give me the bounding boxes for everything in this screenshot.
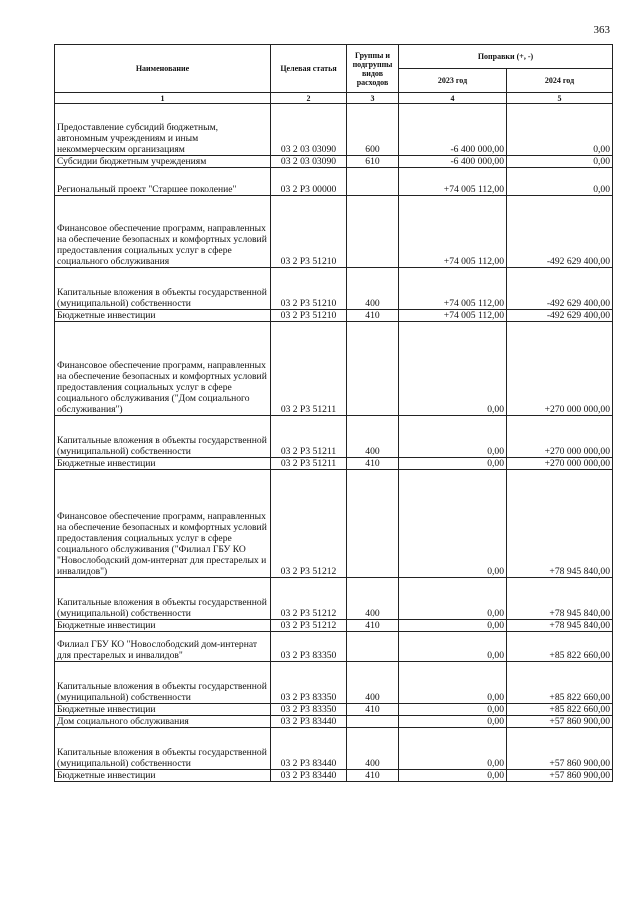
row-expense-group: 410 (347, 770, 399, 782)
row-target-code: 03 2 Р3 51211 (271, 416, 347, 458)
row-name: Субсидии бюджетным учреждениям (55, 156, 271, 168)
header-corrections: Поправки (+, -) (399, 45, 613, 69)
row-expense-group: 400 (347, 416, 399, 458)
row-target-code: 03 2 Р3 83350 (271, 632, 347, 662)
row-name: Капитальные вложения в объекты государственной (муниципальной) собственности (55, 416, 271, 458)
row-name: Бюджетные инвестиции (55, 770, 271, 782)
table-row (55, 268, 613, 310)
row-name: Филиал ГБУ КО "Новослободский дом-интернат для престарелых и инвалидов" (55, 632, 271, 662)
row-amount-2024: +57 860 900,00 (507, 770, 613, 782)
row-expense-group: 400 (347, 662, 399, 704)
header-2024: 2024 год (507, 69, 613, 93)
table-row (55, 104, 613, 156)
row-amount-2024: 0,00 (507, 156, 613, 168)
table-row (55, 770, 613, 782)
row-amount-2023: 0,00 (399, 322, 507, 416)
row-expense-group: 410 (347, 310, 399, 322)
table-row (55, 416, 613, 458)
row-amount-2023: 0,00 (399, 620, 507, 632)
row-amount-2024: -492 629 400,00 (507, 196, 613, 268)
budget-table (54, 44, 613, 782)
row-expense-group (347, 470, 399, 578)
table-row (55, 458, 613, 470)
row-name: Финансовое обеспечение программ, направленных на обеспечение безопасных и комфортных условий предоставления социальных услуг в сфере социального обслуживания ("Филиал ГБУ КО "Новослободский дом-интернат для престарелых и инвалидов") (55, 470, 271, 578)
table-row (55, 322, 613, 416)
header-index-2: 2 (271, 93, 347, 104)
header-index-1: 1 (55, 93, 271, 104)
table-row (55, 578, 613, 620)
table-row (55, 728, 613, 770)
table-row (55, 620, 613, 632)
row-target-code: 03 2 Р3 51212 (271, 620, 347, 632)
header-group: Группы и подгруппы видов расходов (347, 45, 399, 93)
row-amount-2024: +85 822 660,00 (507, 704, 613, 716)
row-expense-group: 610 (347, 156, 399, 168)
table-row (55, 310, 613, 322)
table-row (55, 196, 613, 268)
row-expense-group: 400 (347, 728, 399, 770)
table-row (55, 168, 613, 196)
row-target-code: 03 2 03 03090 (271, 104, 347, 156)
row-amount-2024: 0,00 (507, 104, 613, 156)
row-name: Региональный проект "Старшее поколение" (55, 168, 271, 196)
row-target-code: 03 2 Р3 83350 (271, 662, 347, 704)
row-expense-group (347, 716, 399, 728)
row-target-code: 03 2 Р3 51211 (271, 322, 347, 416)
row-amount-2024: +57 860 900,00 (507, 728, 613, 770)
row-amount-2023: +74 005 112,00 (399, 310, 507, 322)
row-amount-2023: 0,00 (399, 458, 507, 470)
row-amount-2024: +78 945 840,00 (507, 470, 613, 578)
row-amount-2023: 0,00 (399, 770, 507, 782)
row-name: Капитальные вложения в объекты государственной (муниципальной) собственности (55, 728, 271, 770)
row-expense-group (347, 322, 399, 416)
row-name: Бюджетные инвестиции (55, 458, 271, 470)
row-amount-2024: +57 860 900,00 (507, 716, 613, 728)
row-target-code: 03 2 Р3 51210 (271, 196, 347, 268)
row-name: Капитальные вложения в объекты государственной (муниципальной) собственности (55, 662, 271, 704)
row-amount-2024: +270 000 000,00 (507, 416, 613, 458)
row-amount-2023: 0,00 (399, 416, 507, 458)
table-row (55, 470, 613, 578)
header-index-3: 3 (347, 93, 399, 104)
row-target-code: 03 2 Р3 83440 (271, 716, 347, 728)
table-row (55, 662, 613, 704)
row-amount-2024: +78 945 840,00 (507, 620, 613, 632)
table-row (55, 704, 613, 716)
header-index-5: 5 (507, 93, 613, 104)
row-expense-group: 410 (347, 620, 399, 632)
row-amount-2024: +85 822 660,00 (507, 662, 613, 704)
row-target-code: 03 2 Р3 83350 (271, 704, 347, 716)
row-amount-2023: +74 005 112,00 (399, 268, 507, 310)
row-expense-group (347, 168, 399, 196)
row-amount-2024: +270 000 000,00 (507, 322, 613, 416)
header-2023: 2023 год (399, 69, 507, 93)
table-row (55, 632, 613, 662)
row-target-code: 03 2 Р3 00000 (271, 168, 347, 196)
row-name: Капитальные вложения в объекты государственной (муниципальной) собственности (55, 578, 271, 620)
row-target-code: 03 2 Р3 51210 (271, 268, 347, 310)
row-amount-2023: +74 005 112,00 (399, 168, 507, 196)
row-amount-2023: 0,00 (399, 470, 507, 578)
row-name: Бюджетные инвестиции (55, 704, 271, 716)
row-amount-2024: +270 000 000,00 (507, 458, 613, 470)
row-name: Капитальные вложения в объекты государственной (муниципальной) собственности (55, 268, 271, 310)
header-name: Наименование (55, 45, 271, 93)
row-amount-2023: -6 400 000,00 (399, 104, 507, 156)
header-code: Целевая статья (271, 45, 347, 93)
row-target-code: 03 2 03 03090 (271, 156, 347, 168)
row-target-code: 03 2 Р3 51212 (271, 470, 347, 578)
row-name: Финансовое обеспечение программ, направленных на обеспечение безопасных и комфортных условий предоставления социальных услуг в сфере социального обслуживания ("Дом социального обслуживания") (55, 322, 271, 416)
table-row (55, 716, 613, 728)
row-amount-2023: 0,00 (399, 704, 507, 716)
row-amount-2023: +74 005 112,00 (399, 196, 507, 268)
row-amount-2023: 0,00 (399, 716, 507, 728)
table-body (55, 104, 613, 782)
row-name: Бюджетные инвестиции (55, 620, 271, 632)
row-expense-group: 410 (347, 704, 399, 716)
row-expense-group: 600 (347, 104, 399, 156)
table-row (55, 156, 613, 168)
row-name: Финансовое обеспечение программ, направленных на обеспечение безопасных и комфортных условий предоставления социальных услуг в сфере социального обслуживания (55, 196, 271, 268)
row-target-code: 03 2 Р3 51212 (271, 578, 347, 620)
row-target-code: 03 2 Р3 83440 (271, 770, 347, 782)
row-amount-2023: 0,00 (399, 662, 507, 704)
row-expense-group: 410 (347, 458, 399, 470)
row-target-code: 03 2 Р3 51211 (271, 458, 347, 470)
row-expense-group (347, 632, 399, 662)
row-target-code: 03 2 Р3 83440 (271, 728, 347, 770)
row-target-code: 03 2 Р3 51210 (271, 310, 347, 322)
row-name: Дом социального обслуживания (55, 716, 271, 728)
page-number: 363 (593, 24, 610, 36)
row-amount-2024: +78 945 840,00 (507, 578, 613, 620)
row-amount-2023: 0,00 (399, 728, 507, 770)
header-index-4: 4 (399, 93, 507, 104)
row-amount-2023: -6 400 000,00 (399, 156, 507, 168)
row-amount-2023: 0,00 (399, 632, 507, 662)
row-amount-2024: -492 629 400,00 (507, 310, 613, 322)
row-amount-2024: +85 822 660,00 (507, 632, 613, 662)
row-amount-2023: 0,00 (399, 578, 507, 620)
row-expense-group (347, 196, 399, 268)
row-expense-group: 400 (347, 268, 399, 310)
row-expense-group: 400 (347, 578, 399, 620)
row-amount-2024: -492 629 400,00 (507, 268, 613, 310)
row-name: Бюджетные инвестиции (55, 310, 271, 322)
row-name: Предоставление субсидий бюджетным, автономным учреждениям и иным некоммерческим организациям (55, 104, 271, 156)
row-amount-2024: 0,00 (507, 168, 613, 196)
